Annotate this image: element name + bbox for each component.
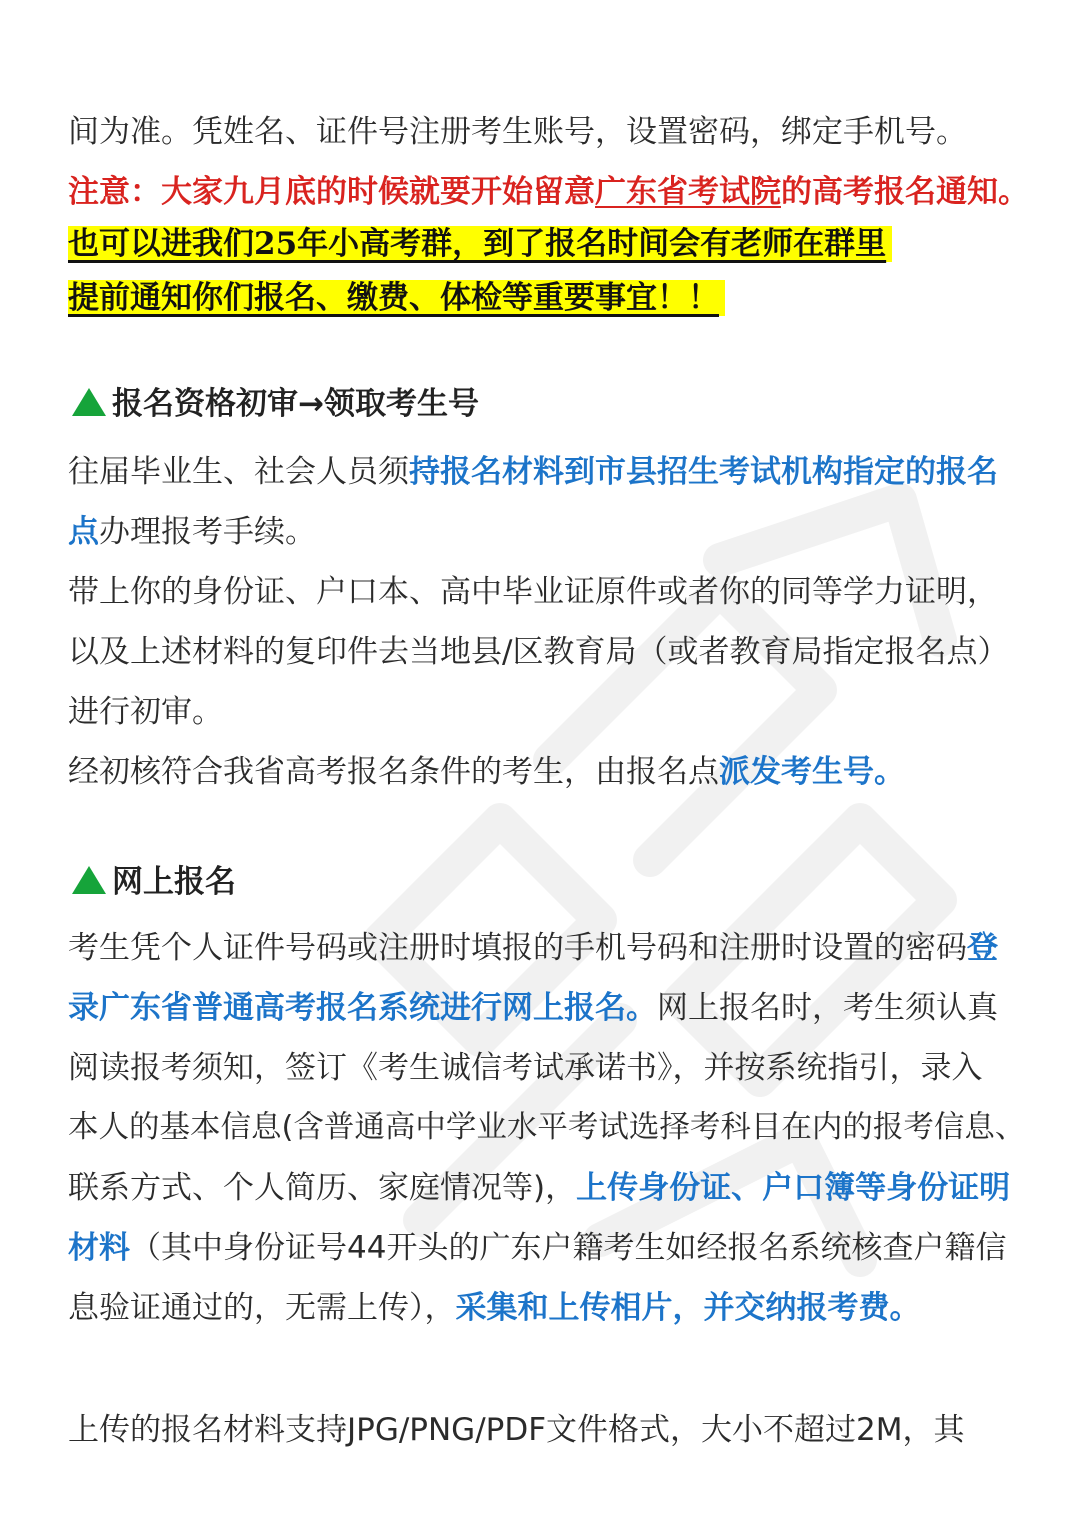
notice-line bbox=[68, 162, 1040, 222]
section2-line2: 录广东省普通高考报名系统进行网上报名。网上报名时，考生须认真 bbox=[68, 990, 998, 1026]
section1-p2-line3: 进行初审。 bbox=[68, 694, 223, 730]
section-heading-review: 报名资格初审→领取考生号 bbox=[72, 376, 479, 432]
section1-p3: 经初核符合我省高考报名条件的考生，由报名点派发考生号。 bbox=[68, 754, 905, 790]
notice-tail: 的高考报名通知。 bbox=[781, 174, 1029, 210]
section2-line3: 阅读报考须知，签订《考生诚信考试承诺书》，并按系统指引，录入 bbox=[68, 1050, 983, 1086]
triangle-icon bbox=[72, 866, 106, 894]
section1-p1-line1: 往届毕业生、社会人员须持报名材料到市县招生考试机构指定的报名 bbox=[68, 454, 998, 490]
section2-line1: 考生凭个人证件号码或注册时填报的手机号码和注册时设置的密码登 bbox=[68, 930, 998, 966]
section1-p2-line2: 以及上述材料的复印件去当地县/区教育局（或者教育局指定报名点） bbox=[68, 634, 1009, 670]
section2-line5: 联系方式、个人简历、家庭情况等)，上传身份证、户口簿等身份证明 bbox=[68, 1170, 1011, 1206]
highlight-line-1: 也可以进我们25年小高考群，到了报名时间会有老师在群里 bbox=[68, 216, 1040, 272]
section1-p1-line2: 点办理报考手续。 bbox=[68, 514, 316, 550]
section1-p2-line1: 带上你的身份证、户口本、高中毕业证原件或者你的同等学力证明， bbox=[68, 574, 998, 610]
section2-line6: 材料（其中身份证号44开头的广东户籍考生如经报名系统核查户籍信 bbox=[68, 1230, 1007, 1266]
section2-line7: 息验证通过的，无需上传），采集和上传相片，并交纳报考费。 bbox=[68, 1290, 921, 1326]
footer-line: 上传的报名材料支持JPG/PNG/PDF文件格式，大小不超过2M，其 bbox=[68, 1412, 965, 1448]
highlight-line-2: 提前通知你们报名、缴费、体检等重要事宜！！ bbox=[68, 270, 1040, 326]
triangle-icon bbox=[72, 388, 106, 416]
section-heading-online: 网上报名 bbox=[72, 854, 236, 910]
intro-line-1: 间为准。凭姓名、证件号注册考生账号，设置密码，绑定手机号。 bbox=[68, 114, 967, 150]
section2-line4: 本人的基本信息(含普通高中学业水平考试选择考科目在内的报考信息、 bbox=[68, 1110, 1026, 1145]
notice-link[interactable]: 广东省考试院 bbox=[595, 174, 781, 210]
notice-label: 注意：大家九月底的时候就要开始留意 bbox=[68, 174, 595, 210]
